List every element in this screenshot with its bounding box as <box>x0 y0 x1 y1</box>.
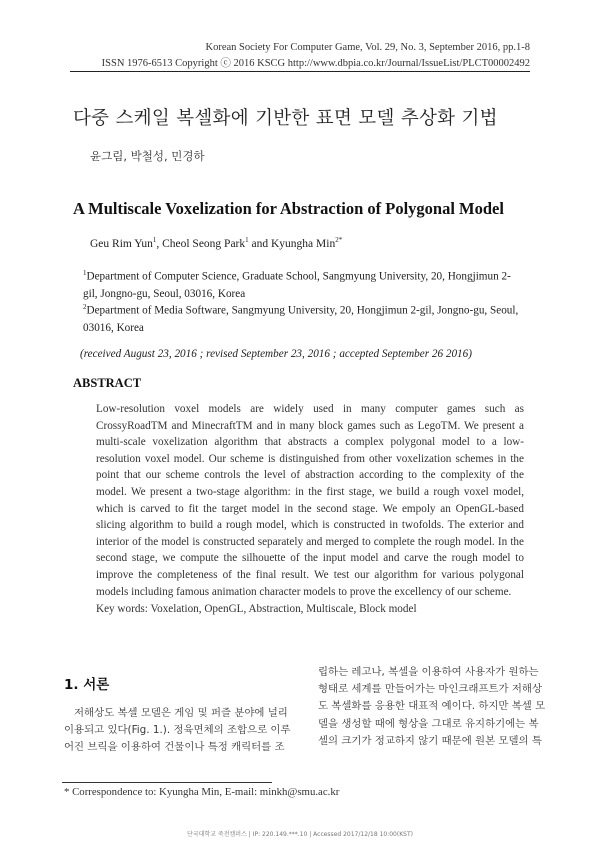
keywords: Key words: Voxelation, OpenGL, Abstraction, Multiscale, Block model <box>96 603 417 615</box>
footnote-rule <box>62 782 272 783</box>
received-dates: (received August 23, 2016 ; revised September 23, 2016 ; accepted September 26 2016) <box>80 348 472 360</box>
text-line: 저해상도 복셀 모델은 게임 및 퍼즐 분야에 널리 <box>74 707 288 719</box>
text-line: 형태로 세계를 만들어가는 마인크래프트가 저해상 <box>318 683 542 696</box>
header-rule <box>70 71 530 72</box>
text-line: 이용되고 있다(Fig. 1.). 정육면체의 조합으로 이루 <box>64 724 291 737</box>
body-column-left <box>64 705 290 757</box>
english-title: A Multiscale Voxelization for Abstraction of Polygonal Model <box>73 199 504 218</box>
affiliation <box>83 265 523 303</box>
author-separator: and <box>248 237 271 250</box>
abstract-body: Low-resolution voxel models are widely used in many computer games such as CrossyRoadTM and MinecraftTM and in many block games such as LegoTM. We present a multi-scale voxelization algorithm that abstracts a complex polygonal model to a low-resolution voxel model. Our scheme is distinguished from other voxelization schemes in the point that our scheme controls the level of abstraction according to the complexity of the model. We present a two-stage algorithm: in the first stage, we build a rough voxel model, which is carved to fit the target model in the second stage. We empoly an OpenGL-based slicing algorithm to build a rough model, which is constructed in twofolds. The exterior and interior of the model is constructed separately and merged to complete the rough model. In the second stage, we compute the silhouette of the input model and carve the rough model to improve the completeness of the final result. We test our algorithm for various polygonal models including famous animation character models to prove the excellency of our scheme. <box>96 403 524 598</box>
section-heading: 1. 서론 <box>64 677 110 693</box>
issn-line: ISSN 1976-6513 Copyright ⓒ 2016 KSCG http://www.dbpia.co.kr/Journal/IssueList/PLCT00002492 <box>101 58 530 69</box>
affiliation-mark: 1 <box>83 269 87 277</box>
text-line: 도 복셀화를 응용한 대표적 예이다. 하지만 복셀 모 <box>318 700 546 713</box>
text-line: 델을 생성할 때에 형상을 그대로 유지하기에는 복 <box>318 717 539 730</box>
affiliation <box>83 299 523 337</box>
affiliation-mark: 1 <box>245 236 249 244</box>
english-authors <box>90 236 342 250</box>
author-separator: , <box>156 237 163 250</box>
text-line: 립하는 레고나, 복셀을 이용하여 사용자가 원하는 <box>318 666 539 678</box>
author-name: Geu Rim Yun <box>90 237 153 250</box>
korean-title: 다중 스케일 복셀화에 기반한 표면 모델 추상화 기법 <box>73 108 498 129</box>
text-line: 어진 브릭을 이용하여 건물이나 특정 캐릭터를 조 <box>64 741 285 754</box>
author-name: Cheol Seong Park <box>162 237 246 250</box>
korean-authors: 윤그림, 박철성, 민경하 <box>90 149 205 163</box>
journal-info: Korean Society For Computer Game, Vol. 29, No. 3, September 2016, pp.1-8 <box>205 42 530 53</box>
body-column-right <box>318 664 545 750</box>
author-name: Kyungha Min <box>271 237 336 250</box>
affiliation-text: Department of Computer Science, Graduate School, Sangmyung University, 20, Hongjimun 2-gil, Jongno-gu, Seoul, 03016, Korea <box>83 270 511 300</box>
affiliation-text: Department of Media Software, Sangmyung University, 20, Hongjimun 2-gil, Jongno-gu, Seoul, 03016, Korea <box>83 304 519 334</box>
affiliation-mark: 2* <box>335 236 343 244</box>
affiliation-mark: 1 <box>152 236 157 244</box>
access-stamp: 단국대학교 죽전캠퍼스 | IP: 220.149.***.10 | Accessed 2017/12/18 10:00(KST) <box>187 831 413 838</box>
affiliation-mark: 2 <box>83 303 87 311</box>
abstract-heading: ABSTRACT <box>73 376 142 390</box>
text-line: 셀의 크기가 정교하지 않기 때문에 원본 모델의 특 <box>318 734 542 747</box>
footnote: * Correspondence to: Kyungha Min, E-mail: minkh@smu.ac.kr <box>64 786 340 798</box>
